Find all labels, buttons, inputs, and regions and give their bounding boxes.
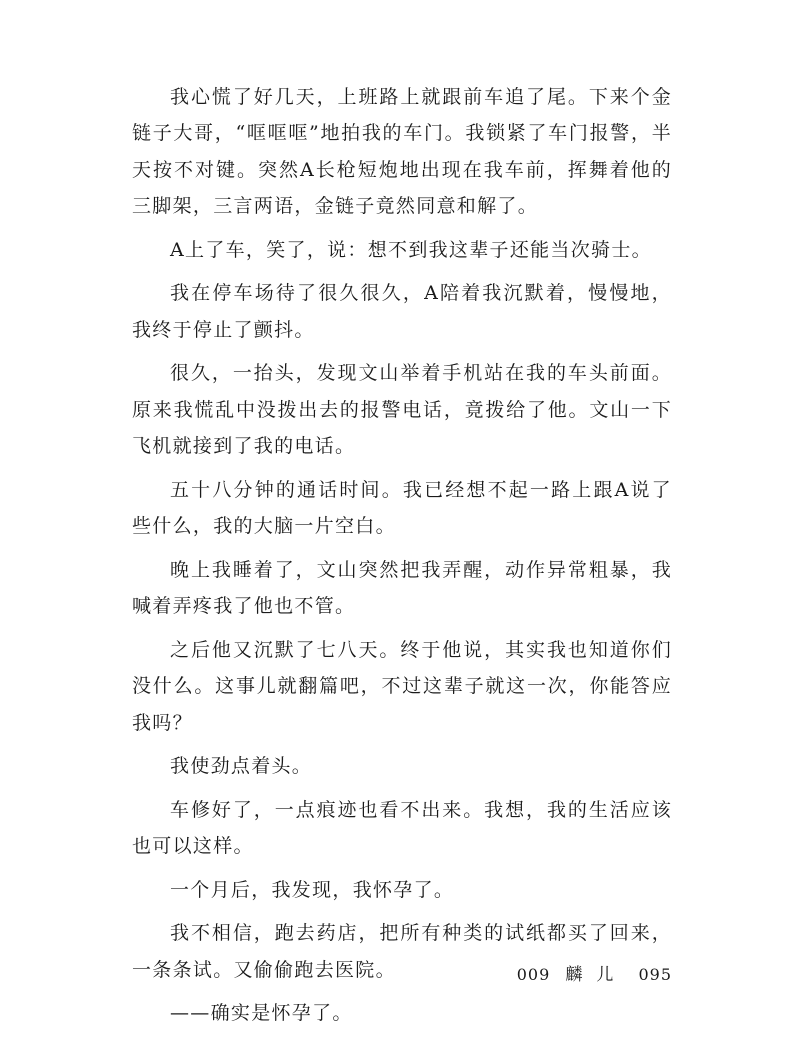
paragraph: 一个月后，我发现，我怀孕了。 [170, 878, 455, 901]
page-body [132, 79, 672, 1039]
page-footer [517, 963, 672, 987]
paragraph: 之后他又沉默了七八天。终于他说，其实我也知道你们没什么。这事儿就翻篇吧，不过这辈子就这一次，你能答应我吗？ [132, 638, 672, 734]
paragraph: 我使劲点着头。 [170, 755, 313, 778]
chapter-number: 009 [516, 965, 551, 984]
paragraph: 我在停车场待了很久很久，A陪着我沉默着，慢慢地，我终于停止了颤抖。 [132, 282, 672, 341]
paragraph: 我心慌了好几天，上班路上就跟前车追了尾。下来个金链子大哥，“哐哐哐”地拍我的车门。我锁紧了车门报警，半天按不对键。突然A长枪短炮地出现在我车前，挥舞着他的三脚架，三言两语，金链子竟然同意和解了。 [132, 86, 672, 218]
paragraph: 车修好了，一点痕迹也看不出来。我想，我的生活应该也可以这样。 [132, 798, 672, 858]
paragraph: 五十八分钟的通话时间。我已经想不起一路上跟A说了些什么，我的大脑一片空白。 [132, 478, 672, 538]
paragraph: 晚上我睡着了，文山突然把我弄醒，动作异常粗暴，我喊着弄疼我了他也不管。 [132, 558, 672, 618]
chapter-title: 麟儿 [565, 965, 628, 985]
paragraph: A上了车，笑了，说：想不到我这辈子还能当次骑士。 [170, 238, 652, 261]
paragraph: ——确实是怀孕了。 [170, 1002, 353, 1025]
page-number: 095 [638, 965, 672, 984]
paragraph: 很久，一抬头，发现文山举着手机站在我的车头前面。原来我慌乱中没拨出去的报警电话，竟拨给了他。文山一下飞机就接到了我的电话。 [132, 362, 672, 458]
paragraph: 我不相信，跑去药店，把所有种类的试纸都买了回来，一条条试。又偷偷跑去医院。 [132, 922, 672, 981]
